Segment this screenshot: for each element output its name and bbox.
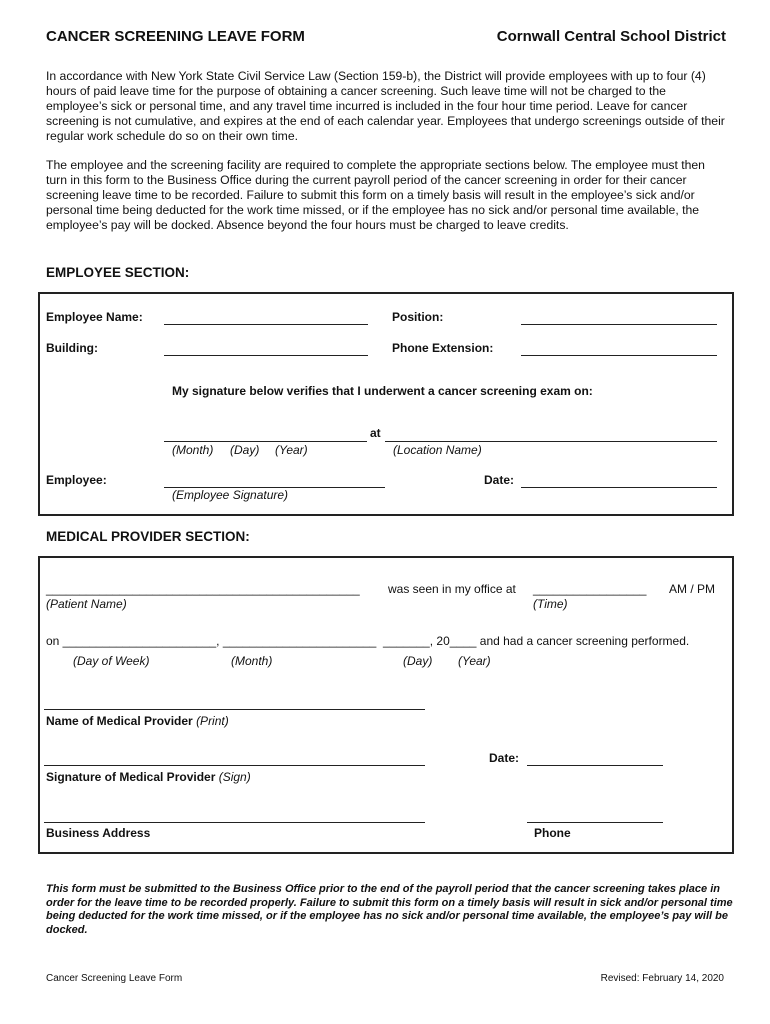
- employee-date-field[interactable]: [521, 487, 717, 488]
- screening-day-hint: (Day): [403, 654, 433, 668]
- medical-section-box: [38, 556, 734, 854]
- position-label: Position:: [392, 310, 444, 324]
- provider-name-field[interactable]: [44, 709, 425, 710]
- seen-in-office-text: was seen in my office at: [388, 582, 516, 596]
- at-label: at: [370, 426, 381, 440]
- time-field[interactable]: _________________: [533, 582, 647, 596]
- verification-text: My signature below verifies that I underwent a cancer screening exam on:: [172, 384, 593, 398]
- screening-month-hint: (Month): [231, 654, 273, 668]
- district-name: Cornwall Central School District: [496, 28, 726, 45]
- intro-paragraph-2: The employee and the screening facility are required to complete the appropriate sections below. The employee must then turn in this form to the Business Office during the current payroll period of the cancer screening in order for their cancer screening leave time to be recorded. Failure to submit this form on a timely basis will result in the employee’s sick and/or personal time being deducted for the work time missed, or if the employee has no sick and/or personal time available, the employee’s pay will be docked. Absence beyond the four hours must be charged to leave credits.: [46, 158, 705, 232]
- employee-signature-hint: (Employee Signature): [172, 488, 289, 502]
- building-field[interactable]: [164, 355, 368, 356]
- position-field[interactable]: [521, 324, 717, 325]
- intro-paragraph-1: In accordance with New York State Civil Service Law (Section 159-b), the District will provide employees with up to four (4) hours of paid leave time for the purpose of obtaining a cancer screening. Such leave time will not be charged to the employee’s sick or personal time, and any travel time incurred is included in the four hour time period. Leave for cancer screening is not cumulative, and expires at the end of each calendar year. Employees that undergo screenings outside of their regular work schedule do so on their own time.: [46, 69, 725, 143]
- exam-date-field[interactable]: [164, 441, 367, 442]
- patient-name-hint: (Patient Name): [46, 597, 127, 611]
- footer-form-name: Cancer Screening Leave Form: [46, 973, 183, 984]
- employee-date-label: Date:: [484, 473, 515, 487]
- time-hint: (Time): [533, 597, 568, 611]
- phone-extension-field[interactable]: [521, 355, 717, 356]
- am-pm-label: AM / PM: [669, 582, 716, 596]
- form-title: CANCER SCREENING LEAVE FORM: [46, 28, 305, 45]
- phone-label: Phone: [534, 826, 571, 840]
- location-name-field[interactable]: [385, 441, 717, 442]
- day-hint: (Day): [230, 443, 260, 457]
- provider-name-label: Name of Medical Provider: [46, 714, 193, 728]
- footer-revised-date: Revised: February 14, 2020: [600, 973, 724, 984]
- employee-signature-label: Employee:: [46, 473, 107, 487]
- screening-date-line[interactable]: on _______________________, _______________________ _______, 20____ and had a cancer screening performed.: [46, 634, 690, 648]
- phone-field[interactable]: [527, 822, 663, 823]
- provider-date-label: Date:: [489, 751, 520, 765]
- employee-name-field[interactable]: [164, 324, 368, 325]
- business-address-label: Business Address: [46, 826, 151, 840]
- year-hint: (Year): [275, 443, 308, 457]
- employee-section-title: EMPLOYEE SECTION:: [46, 265, 190, 280]
- provider-signature-label: Signature of Medical Provider: [46, 770, 216, 784]
- medical-section-title: MEDICAL PROVIDER SECTION:: [46, 529, 250, 544]
- provider-name-label-group: [46, 714, 229, 728]
- provider-signature-hint: (Sign): [218, 770, 251, 784]
- submission-note: This form must be submitted to the Business Office prior to the end of the payroll period that the cancer screening takes place in order for the leave time to be recorded properly. Failure to submit this form on a timely basis will result in sick and/or personal time being deducted for the work time missed, or if the employee has no sick and/or personal time available, the employee’s pay will be docked.: [46, 883, 733, 936]
- provider-signature-field[interactable]: [44, 765, 425, 766]
- month-hint: (Month): [172, 443, 214, 457]
- phone-extension-label: Phone Extension:: [392, 341, 494, 355]
- employee-name-label: Employee Name:: [46, 310, 143, 324]
- provider-name-hint: (Print): [196, 714, 229, 728]
- employee-section-box: [38, 292, 734, 516]
- day-of-week-hint: (Day of Week): [73, 654, 150, 668]
- screening-year-hint: (Year): [458, 654, 491, 668]
- building-label: Building:: [46, 341, 98, 355]
- business-address-field[interactable]: [44, 822, 425, 823]
- patient-name-field[interactable]: _______________________________________________: [46, 582, 360, 596]
- provider-signature-label-group: [46, 770, 251, 784]
- provider-date-field[interactable]: [527, 765, 663, 766]
- location-name-hint: (Location Name): [393, 443, 482, 457]
